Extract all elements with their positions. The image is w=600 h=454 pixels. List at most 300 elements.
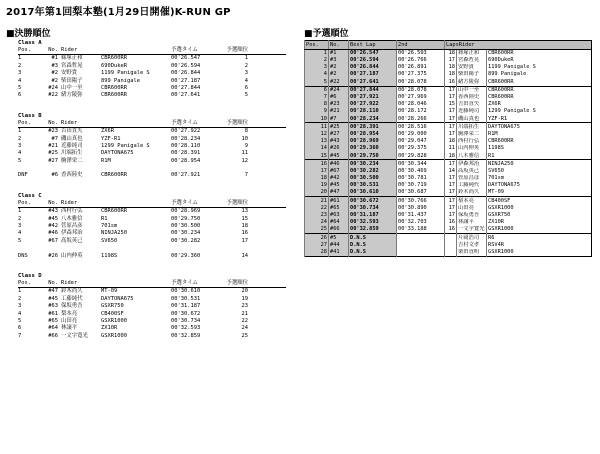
result-machine: CB400SF — [101, 310, 124, 317]
result-time: 00'27.921 — [171, 172, 201, 179]
result-machine: GSXR1000 — [101, 332, 127, 339]
qual-pos: 22 — [305, 205, 329, 212]
result-rank: 12 — [241, 157, 248, 164]
qualifying-row — [305, 71, 592, 78]
header-no: No. — [48, 199, 58, 206]
qual-pos: 20 — [305, 189, 329, 197]
result-time: 00'28.969 — [171, 208, 201, 215]
qual-laps: 18 — [445, 64, 457, 71]
result-time: 00'30.610 — [171, 288, 201, 295]
qual-second-lap: 00'28.516 — [397, 123, 445, 131]
qual-second-lap — [397, 249, 445, 257]
header-rank: 予選順位 — [226, 119, 248, 126]
result-no: #27 — [48, 157, 58, 164]
qual-pos: 4 — [305, 71, 329, 78]
qual-best-lap: 00'26.547 — [349, 49, 397, 57]
qual-pos: 25 — [305, 226, 329, 234]
qualifying-row — [305, 57, 592, 64]
final-results-heading: ■決勝順位 — [6, 29, 51, 39]
result-row — [18, 92, 286, 99]
qual-pos: 26 — [305, 234, 329, 242]
spacer — [18, 260, 286, 272]
header-no: No. — [48, 47, 58, 53]
result-time: 00'32.859 — [171, 332, 201, 339]
qual-second-lap: 00'28.172 — [397, 108, 445, 115]
qual-laps: 11 — [445, 145, 457, 152]
qual-rider: 鈴木尚久 — [457, 189, 487, 197]
qualifying-row — [305, 64, 592, 71]
qualifying-row — [305, 205, 592, 212]
result-no: #61 — [48, 310, 58, 317]
qual-laps: 17 — [445, 131, 457, 138]
qual-laps: 18 — [445, 49, 457, 57]
result-row — [18, 253, 286, 260]
qualifying-row — [305, 249, 592, 257]
result-machine: R1M — [101, 157, 111, 164]
result-row — [18, 303, 286, 310]
qual-no: #43 — [329, 138, 349, 145]
result-row — [18, 55, 286, 62]
result-rider: 八木雅信 — [61, 215, 83, 222]
qual-laps: 16 — [445, 219, 457, 226]
result-rank: 1 — [244, 55, 248, 62]
result-rank: 23 — [241, 303, 248, 310]
qual-best-lap: 00'27.921 — [349, 94, 397, 101]
header-pos: Pos. — [18, 279, 31, 286]
header-rank: 予選順位 — [226, 199, 248, 206]
result-pos: 6 — [18, 92, 22, 99]
result-machine: ZX10R — [101, 325, 118, 332]
qual-second-lap: 00'27.375 — [397, 71, 445, 78]
header-second-lap: 2nd — [397, 41, 445, 50]
result-rider: 林譲平 — [61, 325, 78, 332]
result-pos: 4 — [18, 310, 22, 317]
qualifying-table-wrapper — [304, 40, 594, 257]
qual-rider: 西村行弘 — [457, 138, 487, 145]
result-rider: 安野貴 — [61, 70, 78, 77]
class-header-row — [18, 280, 286, 288]
qual-pos: 2 — [305, 57, 329, 64]
result-rider: 吉田直矢 — [61, 128, 83, 135]
result-time: 00'28.110 — [171, 142, 201, 149]
qual-machine: 1199 Panigale S — [487, 64, 592, 71]
spacer — [18, 245, 286, 252]
result-row — [18, 223, 286, 230]
qual-rider: 伊森邦治 — [457, 160, 487, 168]
qual-best-lap: 00'30.531 — [349, 182, 397, 189]
qual-rider: 一文字寛光 — [458, 226, 485, 233]
result-row — [18, 216, 286, 223]
result-no: #21 — [48, 142, 58, 149]
result-machine: 1198S — [101, 252, 118, 259]
result-pos: DNS — [18, 252, 28, 259]
qual-best-lap: D.N.S — [349, 241, 397, 248]
result-row — [18, 172, 286, 179]
result-rank: 17 — [241, 237, 248, 244]
result-rank: 11 — [241, 150, 248, 157]
result-no: #3 — [51, 62, 58, 69]
result-pos: 1 — [18, 128, 22, 135]
qual-rider: 吉村文孝 — [457, 241, 487, 248]
qual-pos: 1 — [305, 49, 329, 57]
class-title: Class C — [18, 192, 42, 199]
qual-pos: 21 — [305, 197, 329, 205]
qualifying-row — [305, 101, 592, 108]
qual-laps: 16 — [445, 226, 457, 234]
result-row — [18, 85, 286, 92]
qual-best-lap: 00'26.844 — [349, 64, 397, 71]
result-time: 00'27.187 — [171, 77, 201, 84]
qual-no: #25 — [329, 123, 349, 131]
qual-pos: 19 — [305, 182, 329, 189]
qual-no: #7 — [329, 115, 349, 123]
header-rider: Rider — [458, 41, 475, 48]
qual-no: #3 — [329, 57, 349, 64]
qual-second-lap: 00'27.969 — [397, 94, 445, 101]
result-rider: 工藤純代 — [61, 295, 83, 302]
qual-no: #1 — [329, 49, 349, 57]
result-machine: CBR600RR — [101, 92, 127, 99]
result-rider: 香西陸史 — [61, 172, 83, 179]
result-machine: DAYTONA675 — [101, 295, 134, 302]
result-machine: YZF-R1 — [101, 135, 121, 142]
result-pos: 3 — [18, 223, 22, 230]
header-rider: Rider — [61, 47, 78, 53]
qual-machine: GSXR750 — [487, 212, 592, 219]
result-pos: 5 — [18, 157, 22, 164]
qual-no: #5 — [329, 234, 349, 242]
qual-best-lap: D.N.S — [349, 234, 397, 242]
result-rank: 14 — [241, 252, 248, 259]
result-pos: 2 — [18, 62, 22, 69]
qual-no: #45 — [329, 152, 349, 160]
result-no: #43 — [48, 208, 58, 215]
qual-best-lap: 00'31.187 — [349, 212, 397, 219]
result-time: 00'29.750 — [171, 215, 201, 222]
result-machine: 701sm — [101, 223, 118, 230]
qual-pos: 27 — [305, 241, 329, 248]
result-time: 00'30.500 — [171, 223, 201, 230]
result-pos: 5 — [18, 237, 22, 244]
qualifying-header-row — [305, 41, 592, 50]
result-rider: 山中一至 — [61, 84, 83, 91]
result-time: 00'31.187 — [171, 303, 201, 310]
result-no: #46 — [48, 230, 58, 237]
result-machine: 1199 Panigale S — [101, 70, 150, 77]
qual-rider: 保坂勇吾 — [457, 212, 487, 219]
result-time: 00'26.844 — [171, 70, 201, 77]
result-time: 00'28.234 — [171, 135, 201, 142]
qual-pos: 28 — [305, 249, 329, 257]
result-pos: 1 — [18, 55, 22, 62]
qualifying-row — [305, 182, 592, 189]
qualifying-row — [305, 49, 592, 57]
result-row — [18, 158, 286, 165]
result-rider: 駒澤栄二 — [61, 157, 83, 164]
result-row — [18, 63, 286, 70]
qual-rider: 近藤純司 — [457, 108, 487, 115]
qualifying-row — [305, 78, 592, 86]
result-no: #2 — [51, 70, 58, 77]
qual-best-lap: 00'27.187 — [349, 71, 397, 78]
qual-second-lap: 00'30.766 — [397, 197, 445, 205]
header-no: No. — [48, 119, 58, 126]
qual-rider: 工藤純代 — [457, 182, 487, 189]
header-no: No. — [329, 41, 349, 50]
qual-pos: 16 — [305, 160, 329, 168]
qual-machine: GSXR1000 — [487, 226, 592, 234]
qual-laps: 16 — [445, 78, 457, 86]
result-time: 00'29.360 — [171, 252, 201, 259]
qual-laps: 17 — [445, 175, 457, 182]
result-row — [18, 311, 286, 318]
qual-best-lap: 00'29.750 — [349, 152, 397, 160]
qualifying-row — [305, 94, 592, 101]
qual-second-lap: 00'29.000 — [397, 131, 445, 138]
qualifying-row — [305, 131, 592, 138]
qual-laps — [445, 241, 457, 248]
qual-laps: 17 — [445, 94, 457, 101]
qual-no: #66 — [329, 226, 349, 234]
qual-second-lap: 00'31.437 — [397, 212, 445, 219]
qual-best-lap: 00'28.234 — [349, 115, 397, 123]
qualifying-row — [305, 86, 592, 94]
result-rank: 20 — [241, 288, 248, 295]
header-rider: Rider — [61, 279, 78, 286]
qual-second-lap: 00'30.344 — [397, 160, 445, 168]
qual-best-lap: 00'30.500 — [349, 175, 397, 182]
result-rank: 2 — [244, 62, 248, 69]
result-time: 00'27.922 — [171, 128, 201, 135]
result-no: #7 — [51, 135, 58, 142]
qual-no: #65 — [329, 205, 349, 212]
result-row — [18, 238, 286, 245]
result-machine: CBR600RR — [101, 208, 127, 215]
qual-no: #67 — [329, 168, 349, 175]
result-rank: 19 — [241, 295, 248, 302]
qual-laps: 15 — [445, 101, 457, 108]
qual-no: #47 — [329, 189, 349, 197]
qual-machine: R1 — [487, 152, 592, 160]
qual-rider: 駒澤栄二 — [457, 131, 487, 138]
qual-no: #44 — [329, 241, 349, 248]
header-rider: Rider — [61, 199, 78, 206]
qual-best-lap: 00'26.594 — [349, 57, 397, 64]
qual-laps: 14 — [445, 168, 457, 175]
qual-second-lap — [397, 241, 445, 248]
result-time: 00'26.547 — [171, 55, 201, 62]
qual-second-lap: 00'33.188 — [397, 226, 445, 234]
qual-laps: 17 — [445, 123, 457, 131]
result-rank: 15 — [241, 215, 248, 222]
qual-no: #27 — [329, 131, 349, 138]
qual-best-lap: 00'28.110 — [349, 108, 397, 115]
result-no: #47 — [48, 288, 58, 295]
class-title: Class B — [18, 112, 42, 119]
qual-second-lap: 00'29.047 — [397, 138, 445, 145]
qual-best-lap: 00'32.859 — [349, 226, 397, 234]
qual-no: #23 — [329, 101, 349, 108]
qual-pos: 24 — [305, 219, 329, 226]
result-time: 00'27.641 — [171, 92, 201, 99]
result-row — [18, 230, 286, 237]
result-time: 00'27.844 — [171, 84, 201, 91]
qual-machine: 1198S — [487, 145, 592, 152]
result-no: #23 — [48, 128, 58, 135]
result-time: 00'30.734 — [171, 317, 201, 324]
class-header-row — [18, 47, 286, 55]
result-machine: SV650 — [101, 237, 118, 244]
result-rider: 一文字寛光 — [61, 332, 88, 339]
qual-rider: 片岡浩司 — [457, 234, 487, 242]
result-time: 00'26.594 — [171, 62, 201, 69]
qual-second-lap: 00'32.703 — [397, 219, 445, 226]
result-no: #67 — [48, 237, 58, 244]
qual-pos: 9 — [305, 108, 329, 115]
qual-pos: 14 — [305, 145, 329, 152]
result-rank: 8 — [244, 128, 248, 135]
qualifying-row — [305, 160, 592, 168]
result-no: #65 — [48, 317, 58, 324]
qual-machine: CBR600RR — [487, 138, 592, 145]
result-no: #45 — [48, 215, 58, 222]
qual-best-lap: 00'27.641 — [349, 78, 397, 86]
result-rider: 宮森哲晃 — [61, 62, 83, 69]
result-rank: 22 — [241, 317, 248, 324]
header-time: 予選タイム — [171, 279, 198, 286]
qual-machine: 701sm — [487, 175, 592, 182]
spacer — [18, 340, 286, 352]
result-rank: 13 — [241, 208, 248, 215]
qual-machine: SV650 — [487, 168, 592, 175]
result-machine: 899 Panigale — [101, 77, 140, 84]
result-pos: 3 — [18, 70, 22, 77]
qual-pos: 6 — [305, 86, 329, 94]
final-results-list — [18, 39, 286, 352]
qual-machine: RSV4R — [487, 241, 592, 248]
result-rank: 10 — [241, 135, 248, 142]
qual-machine: CBR600RR — [487, 86, 592, 94]
qual-machine: CB400SF — [487, 197, 592, 205]
qual-rider: 川端拓生 — [457, 123, 487, 131]
result-rider: 伊森邦治 — [61, 230, 83, 237]
qual-no: #64 — [329, 219, 349, 226]
qual-machine: CBR600RR — [487, 94, 592, 101]
qual-best-lap: 00'30.610 — [349, 189, 397, 197]
result-no: #64 — [48, 325, 58, 332]
result-rider: 鈴木尚久 — [61, 288, 83, 295]
result-no: #2 — [51, 77, 58, 84]
result-no: #22 — [48, 92, 58, 99]
qual-second-lap: 00'26.891 — [397, 64, 445, 71]
result-pos: 3 — [18, 142, 22, 149]
qual-rider: 栗田直明 — [457, 249, 487, 257]
qual-best-lap: 00'30.672 — [349, 197, 397, 205]
qual-no: #2 — [329, 71, 349, 78]
qual-pos: 5 — [305, 78, 329, 86]
result-rank: 21 — [241, 310, 248, 317]
result-row — [18, 208, 286, 215]
result-rank: 6 — [244, 84, 248, 91]
qual-no: #61 — [329, 197, 349, 205]
qual-laps: 17 — [445, 212, 457, 219]
qualifying-heading: ■予選順位 — [304, 29, 349, 39]
result-pos: 6 — [18, 325, 22, 332]
header-rank: 予選順位 — [226, 279, 248, 286]
qualifying-row — [305, 152, 592, 160]
result-pos: 1 — [18, 208, 22, 215]
qualifying-row — [305, 219, 592, 226]
qualifying-row — [305, 175, 592, 182]
qual-second-lap — [397, 234, 445, 242]
qual-pos: 11 — [305, 123, 329, 131]
result-rider: 山田亮 — [61, 317, 78, 324]
result-pos: 1 — [18, 288, 22, 295]
qual-machine: 899 Panigale — [487, 71, 592, 78]
result-rider: 山内伸英 — [61, 252, 83, 259]
header-pos: Pos. — [18, 47, 31, 53]
qual-laps — [445, 249, 457, 257]
qual-rider: 磯山真也 — [457, 115, 487, 123]
qual-rider: 高坂英己 — [457, 168, 487, 175]
result-pos: 4 — [18, 150, 22, 157]
page-title: 2017年第1回梨本塾(1月29日開催)K-RUN GP — [6, 7, 231, 18]
result-rider: 篠塚正和 — [61, 55, 83, 62]
result-pos: 2 — [18, 215, 22, 222]
qualifying-row — [305, 168, 592, 175]
result-rider: 西村行弘 — [61, 208, 83, 215]
qual-rider: 柴田陽子 — [457, 71, 487, 78]
result-machine: DAYTONA675 — [101, 150, 134, 157]
qual-best-lap: 00'28.954 — [349, 131, 397, 138]
qual-machine: GSXR1000 — [487, 249, 592, 257]
class-title: Class A — [18, 40, 42, 46]
header-rank: 予選順位 — [226, 47, 248, 53]
qual-pos: 8 — [305, 101, 329, 108]
qual-best-lap: 00'32.593 — [349, 219, 397, 226]
qual-best-lap: 00'29.360 — [349, 145, 397, 152]
qual-laps: 18 — [445, 152, 457, 160]
result-row — [18, 128, 286, 135]
qualifying-row — [305, 115, 592, 123]
result-row — [18, 136, 286, 143]
qual-no: #63 — [329, 212, 349, 219]
result-no: #45 — [48, 295, 58, 302]
header-pos: Pos. — [18, 199, 31, 206]
result-rank: 25 — [241, 332, 248, 339]
qual-second-lap: 00'30.687 — [397, 189, 445, 197]
result-pos: DNF — [18, 172, 28, 179]
qual-best-lap: 00'30.282 — [349, 168, 397, 175]
result-time: 00'32.593 — [171, 325, 201, 332]
header-pos: Pos. — [305, 41, 329, 50]
result-pos: 4 — [18, 230, 22, 237]
spacer — [18, 100, 286, 112]
result-rider: 保坂勇吾 — [61, 303, 83, 310]
qual-machine: YZF-R1 — [487, 115, 592, 123]
qual-pos: 3 — [305, 64, 329, 71]
qual-pos: 12 — [305, 131, 329, 138]
qualifying-row — [305, 145, 592, 152]
qual-no: #45 — [329, 182, 349, 189]
qual-rider: 吉田直矢 — [457, 101, 487, 108]
result-no: #1 — [51, 55, 58, 62]
header-best-lap: Best Lap — [349, 41, 397, 50]
qual-no: #24 — [329, 86, 349, 94]
qual-no: #6 — [329, 94, 349, 101]
qual-best-lap: 00'27.922 — [349, 101, 397, 108]
qualifying-row — [305, 234, 592, 242]
